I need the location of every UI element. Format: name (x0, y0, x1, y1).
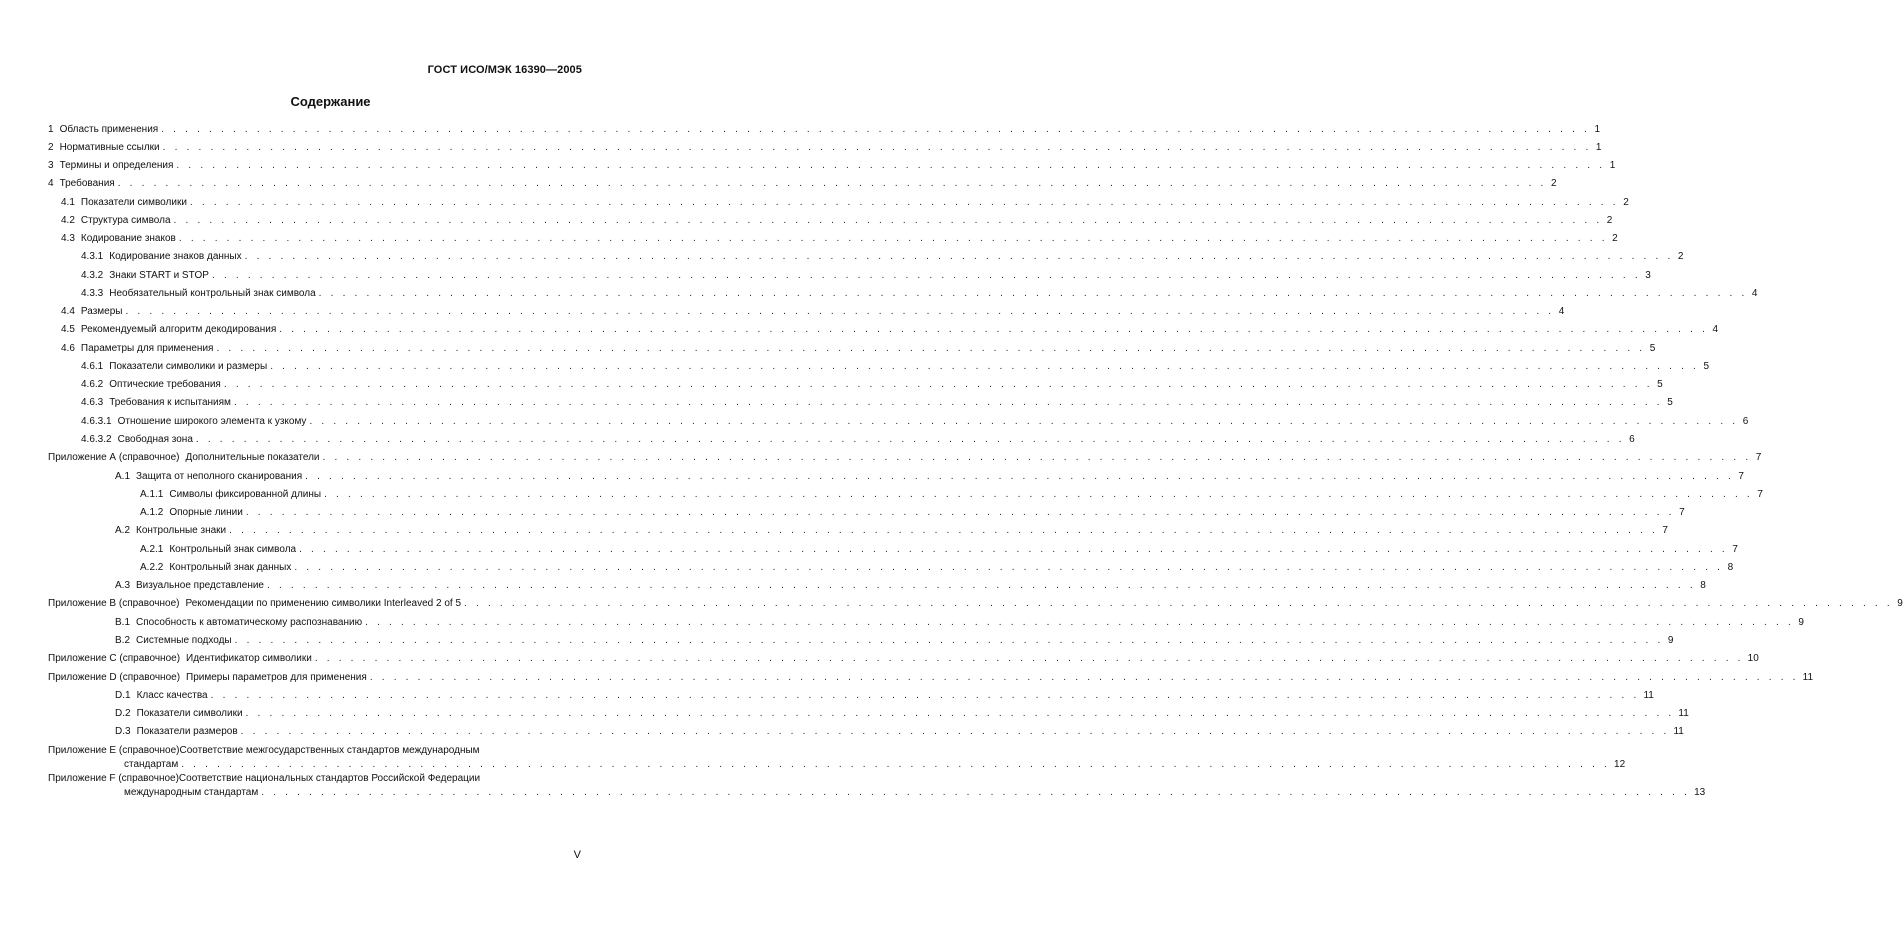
toc-entry-page: 13 (1694, 787, 1706, 798)
standard-designation: ГОСТ ИСО/МЭК 16390—2005 (427, 64, 582, 76)
toc-entry-title: Дополнительные показатели (185, 452, 320, 463)
toc-entry-title: стандартам (124, 759, 179, 770)
toc-entry[interactable] (0, 431, 1635, 445)
toc-entry-line[interactable] (81, 413, 1749, 427)
dot-leader: . . . . . . . . . . . . . . . . . . . . . . . . . . . . . . . . . . . . . . . . . . . . . . . . . . . . . . . . . . . . . . . . . . . . . . . . . . . . . . . . . . . . . . . . . . . . . . . . . . . . . . . . . . . . . . . . . . . . . . . . (464, 598, 1893, 609)
toc-entry-line[interactable] (115, 723, 1684, 737)
toc-entry-line[interactable] (124, 756, 1626, 770)
dot-leader: . . . . . . . . . . . . . . . . . . . . . . . . . . . . . . . . . . . . . . . . . . . . . . . . . . . . . . . . . . . . . . . . . . . . . . . . . . . . . . . . . . . . . . . . . . . . . . . . . . . . . . . . . . . . . . . . . . . . . . . . (279, 324, 1709, 335)
toc-entry-title: Рекомендации по применению символики Interleaved 2 of 5 (185, 598, 462, 609)
toc-entry-page: 5 (1667, 397, 1673, 408)
toc-entry[interactable] (0, 267, 1651, 281)
toc-entry-title: Контрольные знаки (136, 525, 227, 536)
toc-entry-number: 4.3.3 (81, 288, 104, 299)
toc-entry-number: 4.6.3.2 (81, 434, 112, 445)
toc-entry-title: Показатели размеров (136, 726, 238, 737)
toc-entry-line[interactable] (81, 248, 1684, 262)
toc-entry[interactable] (0, 595, 1903, 609)
toc-entry-page: 3 (1645, 270, 1651, 281)
toc-entry-line[interactable] (48, 669, 1814, 683)
toc-entry-line[interactable] (61, 212, 1613, 226)
toc-entry-page: 7 (1757, 489, 1763, 500)
toc-entry[interactable] (0, 157, 1616, 171)
toc-entry[interactable] (0, 394, 1673, 408)
toc-title: Содержание (290, 94, 371, 109)
dot-leader: . . . . . . . . . . . . . . . . . . . . . . . . . . . . . . . . . . . . . . . . . . . . . . . . . . . . . . . . . . . . . . . . . . . . . . . . . . . . . . . . . . . . . . . . . . . . . . . . . . . . . . . . . . . . . . . . . . . . . . . . (365, 617, 1794, 628)
toc-entry-page: 2 (1550, 178, 1557, 189)
toc-entry-number: D.3 (115, 726, 131, 737)
toc-entry-page: 8 (1727, 562, 1734, 573)
dot-leader: . . . . . . . . . . . . . . . . . . . . . . . . . . . . . . . . . . . . . . . . . . . . . . . . . . . . . . . . . . . . . . . . . . . . . . . . . . . . . . . . . . . . . . . . . . . . . . . . . . . . . . . . . . . . . . . . . . . . . . . . (189, 197, 1619, 208)
dot-leader: . . . . . . . . . . . . . . . . . . . . . . . . . . . . . . . . . . . . . . . . . . . . . . . . . . . . . . . . . . . . . . . . . . . . . . . . . . . . . . . . . . . . . . . . . . . . . . . . . . . . . . . . . . . . . . . . . . . . . . . . (176, 160, 1606, 171)
toc-entry-line[interactable] (115, 522, 1668, 536)
toc-entry-page: 2 (1606, 215, 1613, 226)
toc-entry-title: Класс качества (136, 690, 208, 701)
toc-entry[interactable] (0, 321, 1719, 335)
toc-entry-title: Системные подходы (136, 635, 232, 646)
toc-entry-number: Приложение В (справочное) (48, 598, 180, 609)
toc-entry[interactable] (0, 614, 1804, 628)
toc-entry-title: Структура символа (80, 215, 171, 226)
toc-entry-page: 4 (1558, 306, 1565, 317)
toc-entry-number: А.2.2 (140, 562, 164, 573)
toc-entry-number: 3 (48, 160, 54, 171)
toc-entry-title: Контрольный знак символа (169, 544, 297, 555)
dot-leader: . . . . . . . . . . . . . . . . . . . . . . . . . . . . . . . . . . . . . . . . . . . . . . . . . . . . . . . . . . . . . . . . . . . . . . . . . . . . . . . . . . . . . . . . . . . . . . . . . . . . . . . . . . . . . . . . . . . . . . . . (125, 306, 1555, 317)
toc-entry-page: 8 (1700, 580, 1706, 591)
toc-entry[interactable] (0, 504, 1685, 518)
toc-entry-number: Приложение D (справочное) (48, 672, 181, 683)
toc-entry-number: 4.1 (61, 197, 75, 208)
toc-entry-line[interactable] (61, 194, 1629, 208)
toc-entry-number: D.2 (115, 708, 131, 719)
toc-entry-line[interactable] (81, 267, 1651, 281)
toc-entry-title: Символы фиксированной длины (169, 489, 322, 500)
toc-entry[interactable] (0, 468, 1744, 482)
toc-entry-line[interactable] (115, 687, 1654, 701)
toc-entry-line[interactable] (48, 449, 1762, 463)
toc-entry-number: 2 (48, 142, 54, 153)
toc-entry[interactable] (0, 705, 1689, 719)
toc-entry-title: Защита от неполного сканирования (136, 471, 303, 482)
toc-entry-number: 4.6.3 (81, 397, 104, 408)
toc-entry-title: Знаки START и STOP (109, 270, 209, 281)
toc-entry-number: 4.6.2 (81, 379, 104, 390)
toc-entry-title: Требования (59, 178, 115, 189)
toc-entry-page: 9 (1667, 635, 1674, 646)
toc-entry-line[interactable] (61, 340, 1656, 354)
dot-leader: . . . . . . . . . . . . . . . . . . . . . . . . . . . . . . . . . . . . . . . . . . . . . . . . . . . . . . . . . . . . . . . . . . . . . . . . . . . . . . . . . . . . . . . . . . . . . . . . . . . . . . . . . . . . . . . . . . . . . . . . (261, 787, 1691, 798)
toc-entry-line[interactable] (61, 303, 1565, 317)
toc-entry-number: 4.6.1 (81, 361, 104, 372)
toc-entry-page: 6 (1742, 416, 1749, 427)
toc-entry[interactable] (0, 632, 1674, 646)
toc-entry[interactable] (0, 194, 1629, 208)
toc-entry-line[interactable] (48, 650, 1759, 664)
toc-entry-page: 11 (1802, 672, 1814, 683)
toc-entry[interactable] (0, 723, 1684, 737)
toc-entry-title: Область применения (59, 124, 159, 135)
toc-entry-number: 4.2 (61, 215, 75, 226)
toc-entry-page: 1 (1594, 124, 1601, 135)
toc-entry-page: 5 (1703, 361, 1710, 372)
toc-entry-line[interactable] (140, 559, 1734, 573)
dot-leader: . . . . . . . . . . . . . . . . . . . . . . . . . . . . . . . . . . . . . . . . . . . . . . . . . . . . . . . . . . . . . . . . . . . . . . . . . . . . . . . . . . . . . . . . . . . . . . . . . . . . . . . . . . . . . . . . . . . . . . . . (369, 672, 1799, 683)
toc-entry-page: 4 (1751, 288, 1758, 299)
toc-entry[interactable] (0, 742, 1626, 770)
toc-entry-number: 4.6 (61, 343, 75, 354)
dot-leader: . . . . . . . . . . . . . . . . . . . . . . . . . . . . . . . . . . . . . . . . . . . . . . . . . . . . . . . . . . . . . . . . . . . . . . . . . . . . . . . . . . . . . . . . . . . . . . . . . . . . . . . . . . . . . . . . . . . . . . . . (245, 507, 1675, 518)
toc-entry-title: Соответствие национальных стандартов Российской Федерации (178, 773, 481, 784)
dot-leader: . . . . . . . . . . . . . . . . . . . . . . . . . . . . . . . . . . . . . . . . . . . . . . . . . . . . . . . . . . . . . . . . . . . . . . . . . . . . . . . . . . . . . . . . . . . . . . . . . . . . . . . . . . . . . . . . . . . . . . . . (181, 759, 1611, 770)
toc-entry-number: 4.5 (61, 324, 75, 335)
toc-entry-page: 7 (1738, 471, 1744, 482)
toc-entry-page: 11 (1673, 726, 1684, 737)
toc-entry-line[interactable] (124, 784, 1706, 798)
toc-entry-number: А.1.2 (140, 507, 164, 518)
toc-entry-page: 5 (1657, 379, 1663, 390)
toc-entry[interactable] (0, 139, 1602, 153)
toc-entry[interactable] (0, 486, 1763, 500)
toc-entry-number: D.1 (115, 690, 131, 701)
toc-entry-title: Отношение широкого элемента к узкому (117, 416, 307, 427)
toc-entry-page: 11 (1643, 690, 1654, 701)
toc-entry-page: 12 (1614, 759, 1626, 770)
toc-entry-first-line (48, 742, 480, 756)
toc-entry[interactable] (0, 230, 1618, 244)
toc-entry-number: 4.6.3.1 (81, 416, 112, 427)
toc-entry-title: Визуальное представление (136, 580, 264, 591)
dot-leader: . . . . . . . . . . . . . . . . . . . . . . . . . . . . . . . . . . . . . . . . . . . . . . . . . . . . . . . . . . . . . . . . . . . . . . . . . . . . . . . . . . . . . . . . . . . . . . . . . . . . . . . . . . . . . . . . . . . . . . . . (210, 690, 1640, 701)
toc-entry[interactable] (0, 175, 1557, 189)
dot-leader: . . . . . . . . . . . . . . . . . . . . . . . . . . . . . . . . . . . . . . . . . . . . . . . . . . . . . . . . . . . . . . . . . . . . . . . . . . . . . . . . . . . . . . . . . . . . . . . . . . . . . . . . . . . . . . . . . . . . . . . . (309, 416, 1739, 427)
toc-entry-number: 4.4 (61, 306, 75, 317)
toc-entry-title: Показатели символики (136, 708, 243, 719)
dot-leader: . . . . . . . . . . . . . . . . . . . . . . . . . . . . . . . . . . . . . . . . . . . . . . . . . . . . . . . . . . . . . . . . . . . . . . . . . . . . . . . . . . . . . . . . . . . . . . . . . . . . . . . . . . . . . . . . . . . . . . . . (195, 434, 1625, 445)
dot-leader: . . . . . . . . . . . . . . . . . . . . . . . . . . . . . . . . . . . . . . . . . . . . . . . . . . . . . . . . . . . . . . . . . . . . . . . . . . . . . . . . . . . . . . . . . . . . . . . . . . . . . . . . . . . . . . . . . . . . . . . . (314, 653, 1744, 664)
toc-entry-title: Способность к автоматическому распознаванию (136, 617, 363, 628)
toc-entry[interactable] (0, 449, 1762, 463)
toc-entry-title: Параметры для применения (80, 343, 214, 354)
toc-entry-line[interactable] (115, 632, 1674, 646)
toc-entry-line[interactable] (115, 468, 1744, 482)
toc-entry-page: 7 (1679, 507, 1685, 518)
toc-entry-line[interactable] (61, 230, 1618, 244)
toc-entry[interactable] (0, 303, 1565, 317)
toc-entry[interactable] (0, 559, 1734, 573)
dot-leader: . . . . . . . . . . . . . . . . . . . . . . . . . . . . . . . . . . . . . . . . . . . . . . . . . . . . . . . . . . . . . . . . . . . . . . . . . . . . . . . . . . . . . . . . . . . . . . . . . . . . . . . . . . . . . . . . . . . . . . . . (322, 452, 1752, 463)
toc-entry[interactable] (0, 413, 1749, 427)
toc-entry-line[interactable] (140, 504, 1685, 518)
dot-leader: . . . . . . . . . . . . . . . . . . . . . . . . . . . . . . . . . . . . . . . . . . . . . . . . . . . . . . . . . . . . . . . . . . . . . . . . . . . . . . . . . . . . . . . . . . . . . . . . . . . . . . . . . . . . . . . . . . . . . . . . (216, 343, 1646, 354)
dot-leader: . . . . . . . . . . . . . . . . . . . . . . . . . . . . . . . . . . . . . . . . . . . . . . . . . . . . . . . . . . . . . . . . . . . . . . . . . . . . . . . . . . . . . . . . . . . . . . . . . . . . . . . . . . . . . . . . . . . . . . . . (233, 397, 1663, 408)
dot-leader: . . . . . . . . . . . . . . . . . . . . . . . . . . . . . . . . . . . . . . . . . . . . . . . . . . . . . . . . . . . . . . . . . . . . . . . . . . . . . . . . . . . . . . . . . . . . . . . . . . . . . . . . . . . . . . . . . . . . . . . . (162, 142, 1592, 153)
toc-entry-number: В.2 (115, 635, 131, 646)
dot-leader: . . . . . . . . . . . . . . . . . . . . . . . . . . . . . . . . . . . . . . . . . . . . . . . . . . . . . . . . . . . . . . . . . . . . . . . . . . . . . . . . . . . . . . . . . . . . . . . . . . . . . . . . . . . . . . . . . . . . . . . . (267, 580, 1696, 591)
toc-entry-line[interactable] (81, 431, 1635, 445)
toc-entry-page: 9 (1798, 617, 1804, 628)
toc-entry-line[interactable] (81, 358, 1710, 372)
toc-entry-line[interactable] (115, 705, 1689, 719)
toc-entry-title: Размеры (80, 306, 123, 317)
toc-entry[interactable] (0, 121, 1601, 135)
toc-entry-title: Термины и определения (59, 160, 174, 171)
toc-entry-page: 6 (1629, 434, 1635, 445)
toc-entry[interactable] (0, 577, 1706, 591)
toc-entry[interactable] (0, 650, 1759, 664)
toc-entry-title: Опорные линии (169, 507, 243, 518)
toc-entry-page: 5 (1649, 343, 1656, 354)
toc-entry[interactable] (0, 687, 1654, 701)
toc-entry-number: А.2.1 (140, 544, 164, 555)
toc-entry-page: 2 (1612, 233, 1618, 244)
toc-entry-title: Контрольный знак данных (169, 562, 292, 573)
toc-entry-number: А.2 (115, 525, 131, 536)
toc-entry-title: Нормативные ссылки (59, 142, 160, 153)
toc-entry-title: Примеры параметров для применения (186, 672, 367, 683)
toc-entry-number: 4.3.1 (81, 251, 104, 262)
toc-entry-number: Приложение А (справочное) (48, 452, 180, 463)
dot-leader: . . . . . . . . . . . . . . . . . . . . . . . . . . . . . . . . . . . . . . . . . . . . . . . . . . . . . . . . . . . . . . . . . . . . . . . . . . . . . . . . . . . . . . . . . . . . . . . . . . . . . . . . . . . . . . . . . . . . . . . . (161, 124, 1591, 135)
toc-entry[interactable] (0, 770, 1706, 798)
toc-entry-line[interactable] (48, 595, 1903, 609)
dot-leader: . . . . . . . . . . . . . . . . . . . . . . . . . . . . . . . . . . . . . . . . . . . . . . . . . . . . . . . . . . . . . . . . . . . . . . . . . . . . . . . . . . . . . . . . . . . . . . . . . . . . . . . . . . . . . . . . . . . . . . . . (299, 544, 1728, 555)
toc-entry-line[interactable] (48, 139, 1602, 153)
toc-entry-number: 1 (48, 124, 54, 135)
toc-entry-title: Свободная зона (117, 434, 193, 445)
toc-entry-page: 1 (1609, 160, 1616, 171)
toc-entry-page: 7 (1755, 452, 1762, 463)
toc-entry-number: 4.3 (61, 233, 75, 244)
toc-entry-number: Приложение Е (справочное) (48, 745, 180, 756)
toc-entry-line[interactable] (115, 577, 1706, 591)
toc-entry[interactable] (0, 376, 1663, 390)
toc-entry[interactable] (0, 212, 1613, 226)
toc-entry-number: А.1.1 (140, 489, 164, 500)
toc-entry-title: Идентификатор символики (186, 653, 312, 664)
toc-entry-number: А.1 (115, 471, 131, 482)
dot-leader: . . . . . . . . . . . . . . . . . . . . . . . . . . . . . . . . . . . . . . . . . . . . . . . . . . . . . . . . . . . . . . . . . . . . . . . . . . . . . . . . . . . . . . . . . . . . . . . . . . . . . . . . . . . . . . . . . . . . . . . . (244, 251, 1674, 262)
dot-leader: . . . . . . . . . . . . . . . . . . . . . . . . . . . . . . . . . . . . . . . . . . . . . . . . . . . . . . . . . . . . . . . . . . . . . . . . . . . . . . . . . . . . . . . . . . . . . . . . . . . . . . . . . . . . . . . . . . . . . . . . (240, 726, 1670, 737)
toc-entry-first-line (48, 770, 480, 784)
toc-entry-title: Показатели символики и размеры (109, 361, 268, 372)
toc-entry[interactable] (0, 522, 1668, 536)
toc-entry-number: 4.3.2 (81, 270, 104, 281)
dot-leader: . . . . . . . . . . . . . . . . . . . . . . . . . . . . . . . . . . . . . . . . . . . . . . . . . . . . . . . . . . . . . . . . . . . . . . . . . . . . . . . . . . . . . . . . . . . . . . . . . . . . . . . . . . . . . . . . . . . . . . . . (318, 288, 1748, 299)
toc-entry-page: 1 (1595, 142, 1602, 153)
dot-leader: . . . . . . . . . . . . . . . . . . . . . . . . . . . . . . . . . . . . . . . . . . . . . . . . . . . . . . . . . . . . . . . . . . . . . . . . . . . . . . . . . . . . . . . . . . . . . . . . . . . . . . . . . . . . . . . . . . . . . . . . (229, 525, 1658, 536)
toc-entry-number: Приложение F (справочное) (48, 773, 179, 784)
dot-leader: . . . . . . . . . . . . . . . . . . . . . . . . . . . . . . . . . . . . . . . . . . . . . . . . . . . . . . . . . . . . . . . . . . . . . . . . . . . . . . . . . . . . . . . . . . . . . . . . . . . . . . . . . . . . . . . . . . . . . . . . (173, 215, 1603, 226)
toc-entry[interactable] (0, 358, 1710, 372)
toc-entry-title: международным стандартам (124, 787, 259, 798)
dot-leader: . . . . . . . . . . . . . . . . . . . . . . . . . . . . . . . . . . . . . . . . . . . . . . . . . . . . . . . . . . . . . . . . . . . . . . . . . . . . . . . . . . . . . . . . . . . . . . . . . . . . . . . . . . . . . . . . . . . . . . . . (305, 471, 1734, 482)
toc-entry-number: 4 (48, 178, 54, 189)
dot-leader: . . . . . . . . . . . . . . . . . . . . . . . . . . . . . . . . . . . . . . . . . . . . . . . . . . . . . . . . . . . . . . . . . . . . . . . . . . . . . . . . . . . . . . . . . . . . . . . . . . . . . . . . . . . . . . . . . . . . . . . . (324, 489, 1753, 500)
toc-entry-page: 2 (1623, 197, 1629, 208)
toc-entry-line[interactable] (48, 175, 1557, 189)
toc-entry[interactable] (0, 285, 1758, 299)
toc-entry-title: Требования к испытаниям (109, 397, 231, 408)
toc-entry-page: 10 (1747, 653, 1759, 664)
dot-leader: . . . . . . . . . . . . . . . . . . . . . . . . . . . . . . . . . . . . . . . . . . . . . . . . . . . . . . . . . . . . . . . . . . . . . . . . . . . . . . . . . . . . . . . . . . . . . . . . . . . . . . . . . . . . . . . . . . . . . . . . (178, 233, 1608, 244)
toc-entry-line[interactable] (115, 614, 1804, 628)
toc-entry-page: 11 (1678, 708, 1689, 719)
toc-entry-title: Показатели символики (80, 197, 187, 208)
toc-entry[interactable] (0, 248, 1684, 262)
dot-leader: . . . . . . . . . . . . . . . . . . . . . . . . . . . . . . . . . . . . . . . . . . . . . . . . . . . . . . . . . . . . . . . . . . . . . . . . . . . . . . . . . . . . . . . . . . . . . . . . . . . . . . . . . . . . . . . . . . . . . . . . (223, 379, 1653, 390)
toc-entry-page: 9 (1897, 598, 1903, 609)
dot-leader: . . . . . . . . . . . . . . . . . . . . . . . . . . . . . . . . . . . . . . . . . . . . . . . . . . . . . . . . . . . . . . . . . . . . . . . . . . . . . . . . . . . . . . . . . . . . . . . . . . . . . . . . . . . . . . . . . . . . . . . . (234, 635, 1664, 646)
toc-entry-line[interactable] (48, 121, 1601, 135)
toc-entry-number: В.1 (115, 617, 131, 628)
toc-entry-title: Оптические требования (109, 379, 221, 390)
dot-leader: . . . . . . . . . . . . . . . . . . . . . . . . . . . . . . . . . . . . . . . . . . . . . . . . . . . . . . . . . . . . . . . . . . . . . . . . . . . . . . . . . . . . . . . . . . . . . . . . . . . . . . . . . . . . . . . . . . . . . . . . (294, 562, 1724, 573)
toc-entry-line[interactable] (48, 157, 1616, 171)
toc-entry-line[interactable] (140, 486, 1763, 500)
page-number: V (573, 849, 581, 861)
toc-entry-page: 7 (1662, 525, 1668, 536)
toc-entry-title: Соответствие межгосударственных стандартов международным (179, 745, 480, 756)
toc-entry-number: Приложение С (справочное) (48, 653, 181, 664)
dot-leader: . . . . . . . . . . . . . . . . . . . . . . . . . . . . . . . . . . . . . . . . . . . . . . . . . . . . . . . . . . . . . . . . . . . . . . . . . . . . . . . . . . . . . . . . . . . . . . . . . . . . . . . . . . . . . . . . . . . . . . . . (245, 708, 1675, 719)
toc-entry-number: А.3 (115, 580, 131, 591)
toc-entry-line[interactable] (61, 321, 1719, 335)
toc-entry-line[interactable] (81, 285, 1758, 299)
toc-entry-title: Необязательный контрольный знак символа (109, 288, 316, 299)
toc-entry-line[interactable] (81, 376, 1663, 390)
toc-entry-title: Кодирование знаков (80, 233, 176, 244)
dot-leader: . . . . . . . . . . . . . . . . . . . . . . . . . . . . . . . . . . . . . . . . . . . . . . . . . . . . . . . . . . . . . . . . . . . . . . . . . . . . . . . . . . . . . . . . . . . . . . . . . . . . . . . . . . . . . . . . . . . . . . . . (270, 361, 1700, 372)
dot-leader: . . . . . . . . . . . . . . . . . . . . . . . . . . . . . . . . . . . . . . . . . . . . . . . . . . . . . . . . . . . . . . . . . . . . . . . . . . . . . . . . . . . . . . . . . . . . . . . . . . . . . . . . . . . . . . . . . . . . . . . . (211, 270, 1641, 281)
toc-entry[interactable] (0, 340, 1656, 354)
toc-entry[interactable] (0, 541, 1738, 555)
toc-entry-line[interactable] (81, 394, 1673, 408)
toc-entry-title: Кодирование знаков данных (109, 251, 242, 262)
toc-entry-title: Рекомендуемый алгоритм декодирования (80, 324, 277, 335)
toc-entry-page: 4 (1712, 324, 1719, 335)
toc-entry-page: 2 (1677, 251, 1684, 262)
toc-entry-page: 7 (1732, 544, 1738, 555)
toc-entry-line[interactable] (140, 541, 1738, 555)
dot-leader: . . . . . . . . . . . . . . . . . . . . . . . . . . . . . . . . . . . . . . . . . . . . . . . . . . . . . . . . . . . . . . . . . . . . . . . . . . . . . . . . . . . . . . . . . . . . . . . . . . . . . . . . . . . . . . . . . . . . . . . . (117, 178, 1547, 189)
toc-entry[interactable] (0, 669, 1814, 683)
